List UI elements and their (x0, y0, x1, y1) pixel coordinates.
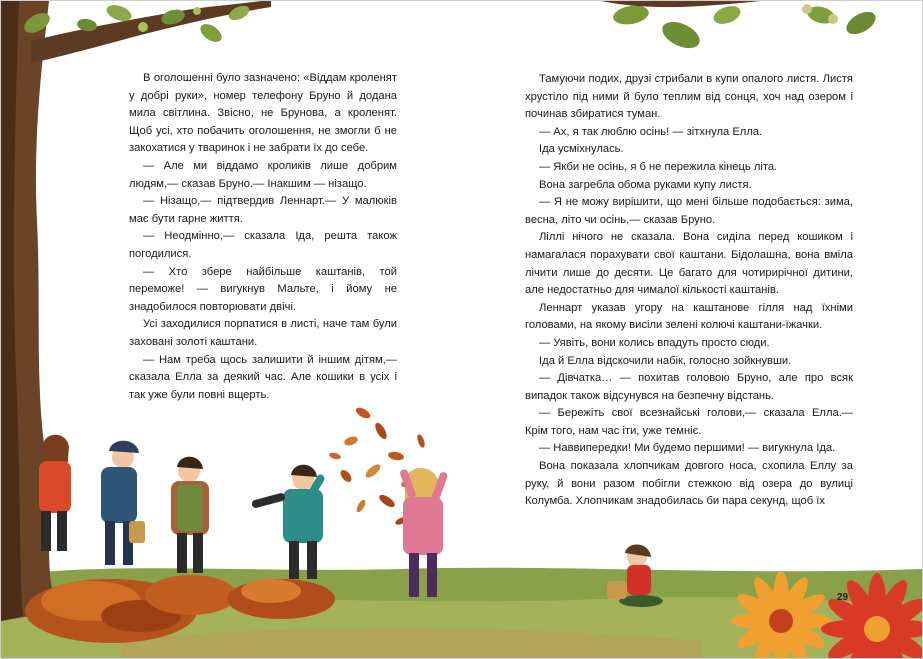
paragraph: — Якби не осінь, я б не пережила кінець літа. (539, 160, 778, 173)
paragraph: Вона показала хлопчикам довгого носа, схопила Еллу за руку, й вони разом побігли стежкою від озера до вулиці Колумба. Хлопчикам знадобилась би пара секунд, щоб їх (525, 460, 853, 508)
paragraph: Леннарт указав угору на каштанове гілля над їхніми головами, на якому висіли зелені колючі каштани-їжачки. (525, 301, 853, 332)
paragraph: — Ах, я так люблю осінь! — зітхнула Елла. (539, 125, 763, 138)
paragraph: Тамуючи подих, друзі стрибали в купи опалого листя. Листя хрустіло під ними й було теплим від сонця, хоч над озером і починав збиратися туман. (525, 73, 853, 121)
left-page-text (129, 70, 397, 404)
paragraph: Іда усміхнулась. (539, 143, 624, 156)
paragraph: — Наввипередки! Ми будемо першими! — вигукнула Іда. (539, 442, 836, 455)
paragraph: Ліллі нічого не сказала. Вона сиділа перед кошиком і намагалася порахувати свої каштани. Бідолашна, вона вміла лічити лише до десяти. Це багато для чотирирічної дитини, але недостатньо для чималої кількості каштанів. (525, 231, 853, 297)
paragraph: Іда й Елла відскочили набік, голосно зойкнувши. (539, 354, 792, 367)
paragraph: — Дівчатка… — похитав головою Бруно, але про всяк випадок також відсунувся на безпечну відстань. (525, 372, 853, 402)
paragraph: В оголошенні було зазначено: «Віддам кроленят у добрі руки», номер телефону Бруно й додана мила світлина. Звісно, не Брунова, а кроленят. Щоб усі, хто побачить оголошення, не змогли б не закохатися у тваринок і не забрати їх до себе. (129, 72, 397, 155)
paragraph: Усі заходилися порпатися в листі, наче там були заховані золоті каштани. (129, 318, 397, 348)
paragraph: Вона загребла обома руками купу листя. (539, 178, 752, 191)
child-boy-green (171, 457, 209, 573)
paragraph: — Але ми віддамо кроликів лише добрим людям,— сказав Бруно.— Інакшим — нізащо. (129, 159, 397, 190)
paragraph: — Я не можу вирішити, що мені більше подобається: зима, весна, літо чи осінь,— сказав Бруно. (525, 196, 853, 226)
paragraph: — Нам треба щось залишити й іншим дітям,— сказала Елла за деякий час. Але кошики в усіх і так уже були повні вщерть. (129, 353, 397, 401)
paragraph: — Хто збере найбільше каштанів, той переможе! — вигукнув Мальте, і йому не знадобилося повторювати двічі. (129, 265, 397, 313)
child-girl-orange (39, 435, 71, 551)
child-boy-blue (101, 441, 145, 565)
right-page-text (525, 71, 853, 511)
tree-leaves-right (601, 1, 879, 53)
paragraph: — Бережіть свої всезнайські голови,— сказала Елла.— Крім того, нам час іти, уже темніє. (525, 407, 853, 437)
page-number: 29 (837, 592, 849, 603)
child-boy-teal (251, 465, 326, 579)
paragraph: — Нізащо,— підтвердив Леннарт.— У малюків має бути гарне життя. (129, 195, 397, 225)
paragraph: — Уявіть, вони колись впадуть просто сюди. (539, 336, 770, 349)
paragraph: — Неодмінно,— сказала Іда, решта також погодилися. (129, 230, 397, 260)
